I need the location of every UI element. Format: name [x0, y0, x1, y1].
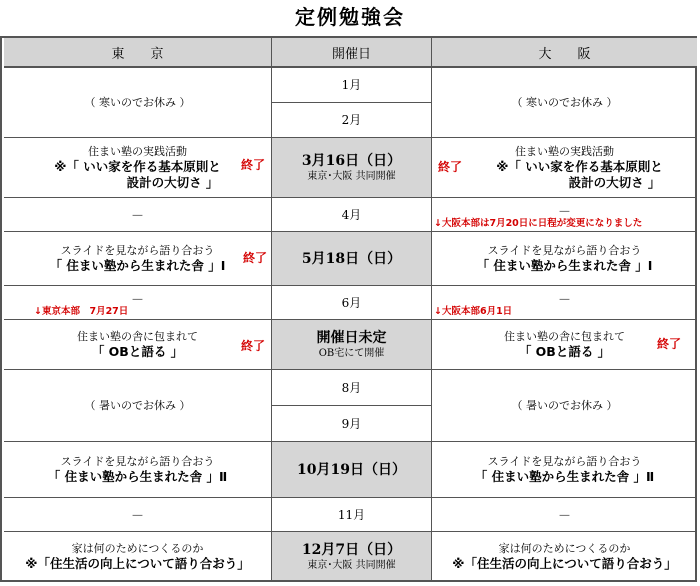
- row10-date-main: 12月7日（日）: [301, 541, 402, 558]
- row6-osaka-line2: 「 OBと語る 」: [518, 344, 611, 359]
- row5-tokyo-dash: －: [130, 293, 144, 308]
- row3-osaka-note: ↓大阪本部は7月20日に日程が変更になりました: [434, 218, 643, 229]
- row4-date: [272, 232, 432, 286]
- row1-month-2: 2月: [272, 103, 432, 138]
- row8-tokyo: [4, 442, 272, 498]
- row10-tokyo-line1: 家は何のためにつくるのか: [71, 541, 204, 555]
- row8-osaka: [432, 442, 697, 498]
- row4-tokyo-line1: スライドを見ながら語り合おう: [60, 244, 215, 257]
- row6-date: [272, 320, 432, 370]
- row6-osaka-line1: 住まい塾の舎に包まれて: [504, 330, 625, 343]
- row10-osaka: [432, 532, 697, 580]
- row6-tokyo-line2: 「 OBと語る 」: [91, 344, 184, 359]
- row8-date: [272, 442, 432, 498]
- row2-tokyo: [4, 138, 272, 198]
- row2-osaka-line3: 設計の大切さ 」: [568, 175, 661, 190]
- header-tokyo: 東 京: [4, 38, 272, 68]
- row9-tokyo: －: [4, 498, 272, 532]
- row3-osaka-dash: －: [557, 205, 571, 220]
- row2-date: [272, 138, 432, 198]
- row2-osaka-line2: ※「 いい家を作る基本原則と: [496, 159, 663, 174]
- row10-osaka-line2: ※「住生活の向上について語り合おう」: [452, 555, 677, 571]
- row2-tokyo-line1: 住まい塾の実践活動: [88, 145, 187, 158]
- row5-tokyo: [4, 286, 272, 320]
- row3-osaka: [432, 198, 697, 232]
- row8-tokyo-line2: 「 住まい塾から生まれた舎 」Ⅱ: [47, 469, 228, 484]
- row9-osaka: －: [432, 498, 697, 532]
- row7-tokyo: （ 暑いのでお休み ）: [4, 370, 272, 442]
- header-osaka: 大 阪: [432, 38, 697, 68]
- row10-date-sub: 東京･大阪 共同開催: [307, 559, 396, 571]
- row6-tokyo: [4, 320, 272, 370]
- row9-month: 11月: [272, 498, 432, 532]
- row10-osaka-line1: 家は何のためにつくるのか: [498, 541, 631, 555]
- row2-osaka: [432, 138, 697, 198]
- row4-osaka: [432, 232, 697, 286]
- row5-osaka: [432, 286, 697, 320]
- row2-osaka-status: 終了: [438, 160, 463, 174]
- row6-osaka: [432, 320, 697, 370]
- row5-tokyo-note: ↓東京本部 7月27日: [34, 306, 129, 317]
- row5-osaka-note: ↓大阪本部6月1日: [434, 306, 513, 317]
- row4-osaka-line1: スライドを見ながら語り合おう: [487, 244, 642, 257]
- row4-tokyo-status: 終了: [242, 251, 267, 265]
- row8-tokyo-line1: スライドを見ながら語り合おう: [60, 455, 215, 468]
- row8-osaka-line2: 「 住まい塾から生まれた舎 」Ⅱ: [474, 469, 655, 484]
- row5-month: 6月: [272, 286, 432, 320]
- header-date: 開催日: [272, 38, 432, 68]
- row4-tokyo: [4, 232, 272, 286]
- row3-tokyo: －: [4, 198, 272, 232]
- row6-date-main: 開催日未定: [316, 330, 387, 346]
- row6-tokyo-line1: 住まい塾の舎に包まれて: [77, 330, 198, 343]
- row8-date-main: 10月19日（日）: [297, 461, 406, 478]
- row4-date-main: 5月18日（日）: [301, 250, 402, 267]
- row10-tokyo: [4, 532, 272, 580]
- row7-osaka: （ 暑いのでお休み ）: [432, 370, 697, 442]
- row10-tokyo-line2: ※「住生活の向上について語り合おう」: [25, 555, 250, 571]
- row1-tokyo: （ 寒いのでお休み ）: [4, 68, 272, 138]
- row2-osaka-line1: 住まい塾の実践活動: [515, 145, 614, 158]
- schedule-table: [0, 36, 697, 582]
- row7-month-2: 9月: [272, 406, 432, 442]
- row6-date-sub: OB宅にて開催: [318, 348, 385, 359]
- row1-month-1: 1月: [272, 68, 432, 103]
- row2-tokyo-line2: ※「 いい家を作る基本原則と: [54, 159, 221, 174]
- row8-osaka-line1: スライドを見ながら語り合おう: [487, 455, 642, 468]
- row6-osaka-status: 終了: [656, 337, 681, 351]
- row3-month: 4月: [272, 198, 432, 232]
- row6-tokyo-status: 終了: [240, 339, 265, 353]
- page-title: 定例勉強会: [295, 5, 405, 29]
- row1-osaka: （ 寒いのでお休み ）: [432, 68, 697, 138]
- row7-month-1: 8月: [272, 370, 432, 406]
- row4-tokyo-line2: 「 住まい塾から生まれた舎 」Ⅰ: [49, 258, 226, 273]
- row2-tokyo-status: 終了: [240, 158, 265, 172]
- row10-date: [272, 532, 432, 580]
- row2-date-main: 3月16日（日）: [301, 153, 402, 169]
- row4-osaka-line2: 「 住まい塾から生まれた舎 」Ⅰ: [476, 258, 653, 273]
- row5-osaka-dash: －: [557, 293, 571, 308]
- row2-tokyo-line3: 設計の大切さ 」: [126, 175, 219, 190]
- row2-date-sub: 東京･大阪 共同開催: [307, 171, 396, 182]
